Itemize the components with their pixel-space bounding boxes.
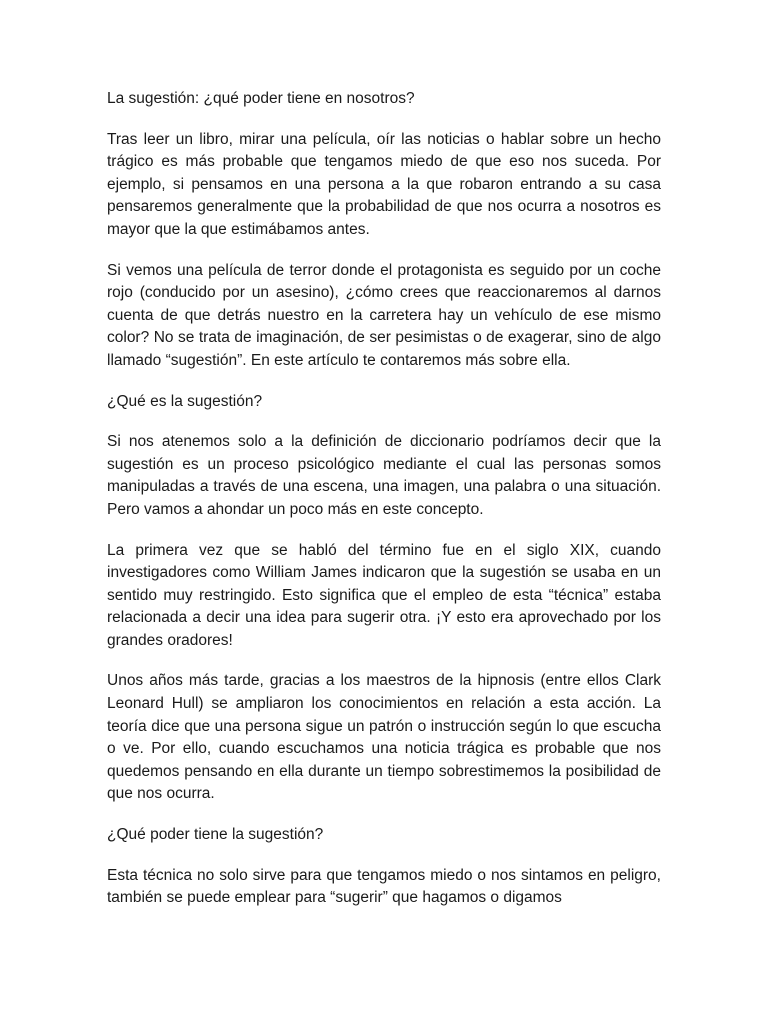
- intro-paragraph-2: Si vemos una película de terror donde el protagonista es seguido por un coche rojo (conducido por un asesino), ¿cómo crees que reaccionaremos al darnos cuenta de que detrás nuestro en la carretera hay un vehículo de ese mismo color? No se trata de imaginación, de ser pesimistas o de exagerar, sino de algo llamado “sugestión”. En este artículo te contaremos más sobre ella.: [107, 261, 661, 369]
- section2-paragraph-1: Esta técnica no solo sirve para que tengamos miedo o nos sintamos en peligro, también se puede emplear para “sugerir” que hagamos o digamos: [107, 866, 661, 907]
- intro-paragraph-1: Tras leer un libro, mirar una película, oír las noticias o hablar sobre un hecho trágico es más probable que tengamos miedo de que eso nos suceda. Por ejemplo, si pensamos en una persona a la que robaron entrando a su casa pensaremos generalmente que la probabilidad de que nos ocurra a nosotros es mayor que la que estimábamos antes.: [107, 130, 661, 238]
- section1-paragraph-2: La primera vez que se habló del término fue en el siglo XIX, cuando investigadores como William James indicaron que la sugestión se usaba en un sentido muy restringido. Esto significa que el empleo de esta “técnica” estaba relacionada a decir una idea para sugerir otra. ¡Y esto era aprovechado por los grandes oradores!: [107, 541, 661, 649]
- section-heading-poder: ¿Qué poder tiene la sugestión?: [107, 826, 324, 844]
- section-heading-que-es: ¿Qué es la sugestión?: [107, 392, 263, 410]
- document-title: La sugestión: ¿qué poder tiene en nosotros?: [107, 90, 415, 107]
- section1-paragraph-1: Si nos atenemos solo a la definición de diccionario podríamos decir que la sugestión es un proceso psicológico mediante el cual las personas somos manipuladas a través de una escena, una imagen, una palabra o una situación. Pero vamos a ahondar un poco más en este concepto.: [107, 433, 661, 518]
- document-page: [107, 88, 661, 928]
- section1-paragraph-3: Unos años más tarde, gracias a los maestros de la hipnosis (entre ellos Clark Leonard Hull) se ampliaron los conocimientos en relación a esta acción. La teoría dice que una persona sigue un patrón o instrucción según lo que escucha o ve. Por ello, cuando escuchamos una noticia trágica es probable que nos quedemos pensando en ella durante un tiempo sobrestimemos la posibilidad de que nos ocurra.: [107, 672, 661, 803]
